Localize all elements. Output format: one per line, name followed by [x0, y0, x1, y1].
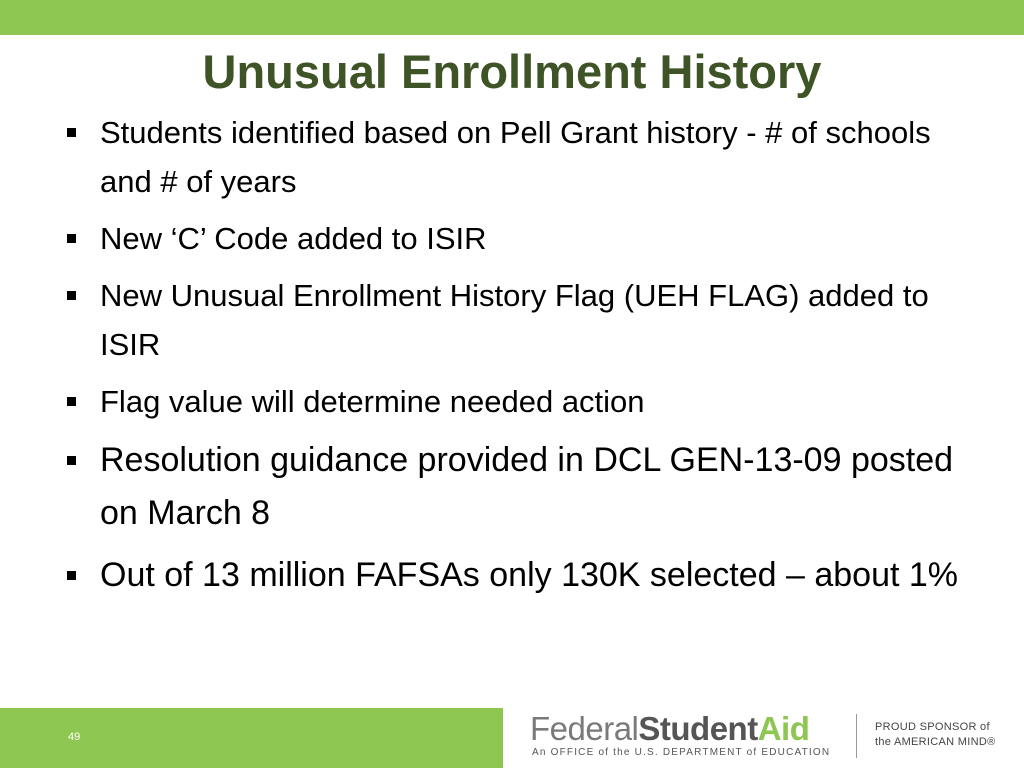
bullet-list: [62, 108, 987, 611]
bullet-text: Resolution guidance provided in DCL GEN-13-09 posted on March 8: [100, 441, 954, 532]
square-bullet-icon: [67, 128, 76, 137]
slide-title: Unusual Enrollment History: [202, 45, 822, 98]
bullet-item: [62, 108, 987, 206]
square-bullet-icon: [67, 571, 76, 580]
logo-divider: [856, 714, 857, 758]
sponsor-line-1: PROUD SPONSOR of: [875, 721, 990, 733]
federal-student-aid-logo: [530, 708, 1024, 768]
bullet-item: [62, 434, 987, 540]
bullet-text: New ‘C’ Code added to ISIR: [100, 221, 487, 256]
square-bullet-icon: [67, 234, 76, 243]
logo-tagline: An OFFICE of the U.S. DEPARTMENT of EDUCATION: [532, 747, 831, 758]
sponsor-text: [875, 720, 995, 750]
square-bullet-icon: [67, 291, 76, 300]
logo-aid: Aid: [757, 710, 810, 747]
bullet-item: [62, 271, 987, 369]
bullet-text: Students identified based on Pell Grant history - # of schools and # of years: [100, 115, 931, 199]
bullet-text: New Unusual Enrollment History Flag (UEH FLAG) added to ISIR: [100, 278, 929, 362]
square-bullet-icon: [67, 397, 76, 406]
bullet-item: [62, 377, 987, 426]
bullet-text: Out of 13 million FAFSAs only 130K selected – about 1%: [100, 556, 959, 594]
page-number: 49: [68, 731, 81, 743]
bullet-text: Flag value will determine needed action: [100, 384, 645, 419]
top-accent-bar: [0, 0, 1024, 35]
logo-wordmark: [530, 710, 809, 748]
logo-federal: Federal: [530, 710, 639, 747]
logo-student: Student: [638, 710, 758, 747]
sponsor-line-2: the AMERICAN MIND®: [875, 736, 996, 748]
bullet-item: [62, 549, 987, 602]
square-bullet-icon: [67, 456, 76, 465]
bullet-item: [62, 214, 987, 263]
